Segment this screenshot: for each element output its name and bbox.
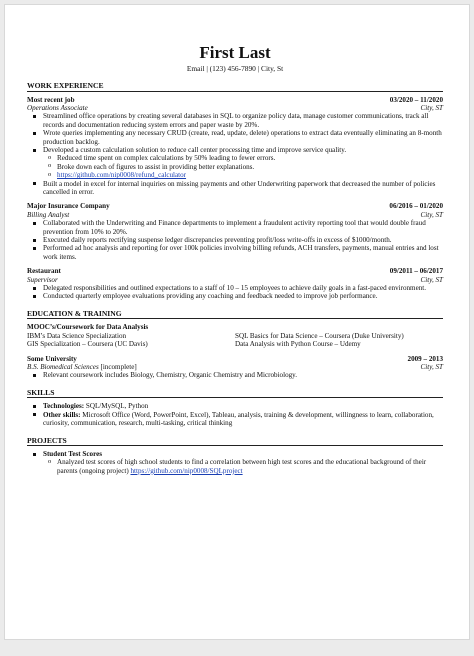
section-heading-work: WORK EXPERIENCE <box>27 81 443 92</box>
section-heading-skills: SKILLS <box>27 388 443 399</box>
job-company: Major Insurance Company <box>27 202 110 211</box>
list-item <box>43 450 443 475</box>
course-item: Data Analysis with Python Course – Udemy <box>235 340 361 349</box>
project-title: Student Test Scores <box>43 450 102 458</box>
job-dates: 03/2020 – 11/2020 <box>389 95 443 104</box>
job-entry-1 <box>27 96 443 197</box>
section-heading-education: EDUCATION & TRAINING <box>27 309 443 320</box>
list-item <box>43 411 443 428</box>
skill-label-technologies: Technologies: <box>43 402 85 411</box>
section-heading-projects: PROJECTS <box>27 436 443 447</box>
course-item: SQL Basics for Data Science – Coursera (Duke University) <box>235 331 404 340</box>
skills-list <box>27 402 443 427</box>
job-location: City, ST <box>420 103 443 112</box>
candidate-name: First Last <box>199 43 271 62</box>
job-title: Billing Analyst <box>27 210 70 219</box>
job-company: Most recent job <box>27 95 75 104</box>
list-item: Executed daily reports rectifying suspense ledger discrepancies preventing profit/loss write-offs in excess of $1000/month. <box>43 236 443 244</box>
skill-value-technologies: SQL/MySQL, Python <box>84 402 149 411</box>
skill-label-other: Other skills: <box>43 410 81 419</box>
sub-list-item: o Broke down each of figures to assist in providing better explanations. <box>57 163 443 171</box>
job-company: Restaurant <box>27 267 61 276</box>
project-link[interactable]: https://github.com/nip0008/SQLproject <box>130 466 243 475</box>
job-title: Operations Associate <box>27 103 88 112</box>
list-item: Conducted quarterly employee evaluations providing any coaching and feedback needed to improve job performance. <box>43 292 443 300</box>
list-item: Streamlined office operations by creating several databases in SQL to organize policy data, manage customer communications, track all records and documentation reducing system errors and paper waste by 20%. <box>43 112 443 129</box>
education-mooc <box>27 323 443 348</box>
skill-value-other: Microsoft Office (Word, PowerPoint, Excel), Tableau, analysis, training & development, willingness to learn, collaboration, curiosity, communication, research, multi-tasking, critical thinking <box>43 410 434 428</box>
refund-calculator-link[interactable]: https://github.com/nip0008/refund_calculator <box>57 171 187 180</box>
list-item: Built a model in excel for internal inquiries on missing payments and other Underwriting paperwork that decreased the number of policies cancelled in error. <box>43 180 443 197</box>
degree-note: [incomplete] <box>98 362 137 371</box>
degree-name: B.S. Biomedical Sciences <box>27 362 99 371</box>
contact-line: Email | (123) 456-7890 | City, St <box>186 64 284 73</box>
education-university <box>27 355 443 380</box>
job-entry-3 <box>27 267 443 301</box>
list-item <box>43 402 443 410</box>
sub-list-item: o Reduced time spent on complex calculations by 50% leading to fewer errors. <box>57 154 443 162</box>
school-dates: 2009 – 2013 <box>407 354 443 363</box>
list-item: Delegated responsibilities and outlined expectations to a staff of 10 – 15 employees to achieve daily goals in a fast-paced environment. <box>43 284 443 292</box>
course-item: IBM’s Data Science Specialization <box>27 331 127 340</box>
list-item: Relevant coursework includes Biology, Chemistry, Organic Chemistry and Microbiology. <box>43 371 443 379</box>
project-description: Analyzed test scores of high school students to find a correlation between high test scores and the educational background of their parents (ongoing project) <box>57 458 427 475</box>
job-dates: 09/2011 – 06/2017 <box>389 267 443 276</box>
job-location: City, ST <box>420 275 443 284</box>
list-item: Wrote queries implementing any necessary CRUD (create, read, update, delete) operations to extract data eventually eliminating an 8-month production backlog. <box>43 129 442 146</box>
course-item: GIS Specialization – Coursera (UC Davis) <box>27 340 148 349</box>
job-title: Supervisor <box>27 275 58 284</box>
sub-list-item <box>57 171 443 179</box>
list-item: Collaborated with the Underwriting and Finance departments to implement a fraudulent activity reporting tool that would double fraud prevention from 10% to 20%. <box>43 219 443 236</box>
resume-page <box>4 4 470 640</box>
list-item: Performed ad hoc analysis and reporting for over 100k policies involving billing refunds, ACH transfers, payments, manual entries and lost work items. <box>43 244 443 261</box>
job-dates: 06/2016 – 01/2020 <box>389 202 443 211</box>
list-item <box>43 146 443 180</box>
degree-line <box>27 363 137 371</box>
projects-list <box>27 450 443 475</box>
mooc-title: MOOC’s/Coursework for Data Analysis <box>27 323 149 332</box>
sub-list-item <box>57 458 443 475</box>
school-name: Some University <box>27 354 77 363</box>
job-location: City, ST <box>420 210 443 219</box>
bullet-text: Developed a custom calculation solution to reduce call center processing time and improve service quality. <box>43 145 347 154</box>
school-location: City, ST <box>420 362 443 371</box>
job-entry-2 <box>27 202 443 261</box>
